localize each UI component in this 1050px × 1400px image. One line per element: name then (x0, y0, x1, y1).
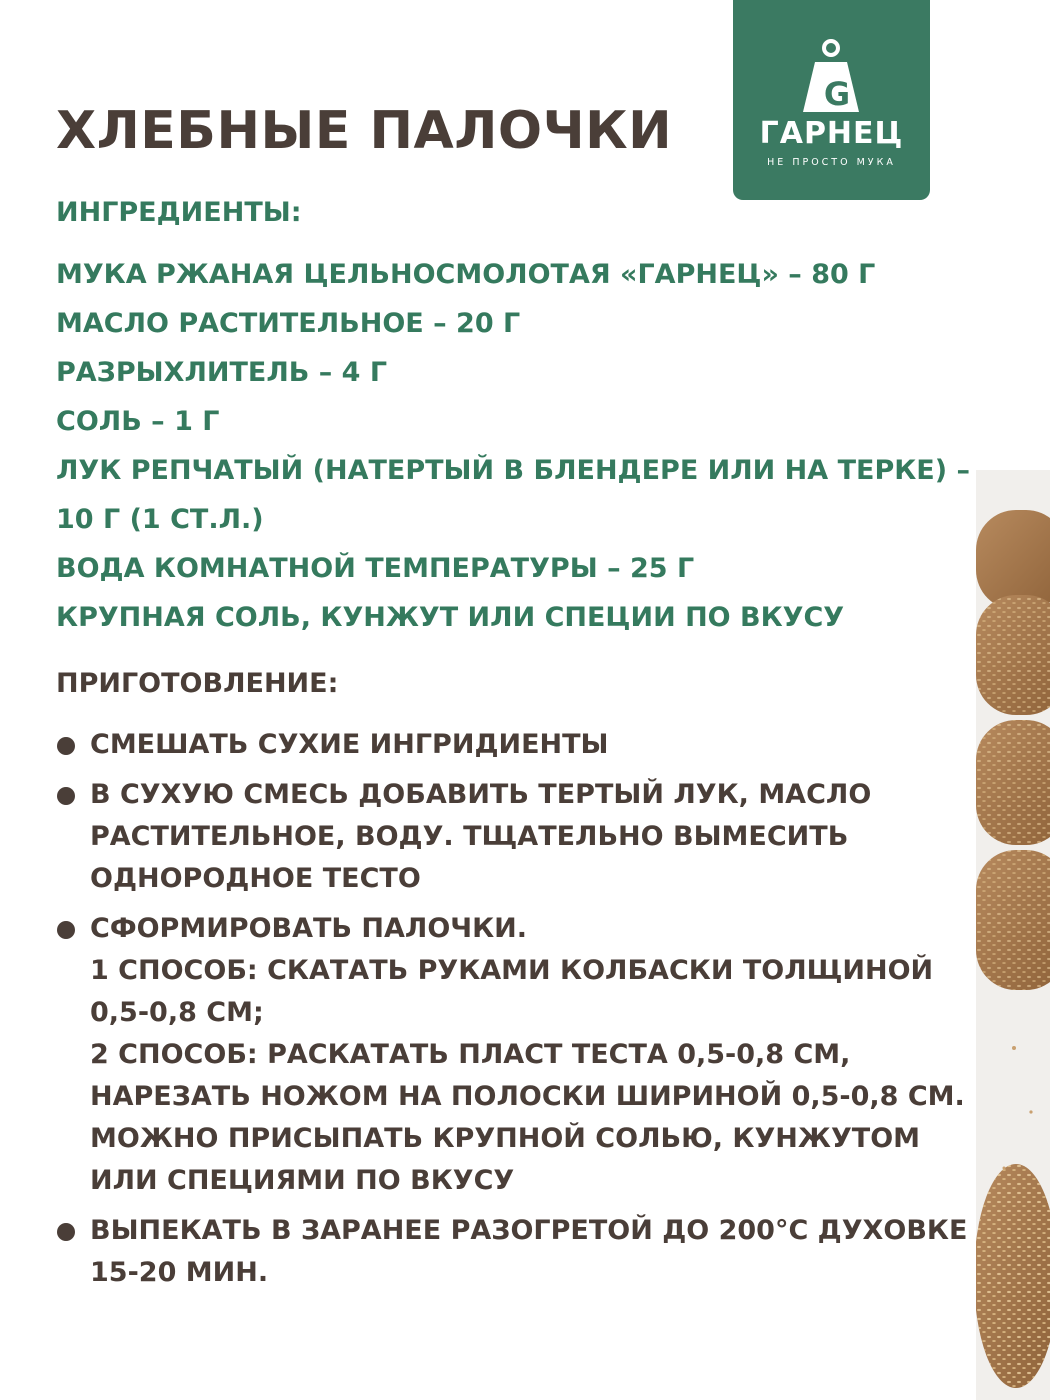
step-line: СФОРМИРОВАТЬ ПАЛОЧКИ. (90, 913, 528, 944)
ingredient-item: СОЛЬ – 1 Г (56, 406, 220, 437)
step-line: МОЖНО ПРИСЫПАТЬ КРУПНОЙ СОЛЬЮ, КУНЖУТОМ (90, 1123, 921, 1154)
step-line: 0,5-0,8 СМ; (90, 997, 264, 1028)
ingredient-item: МУКА РЖАНАЯ ЦЕЛЬНОСМОЛОТАЯ «ГАРНЕЦ» – 80 Г (56, 259, 876, 290)
ingredient-item: МАСЛО РАСТИТЕЛЬНОЕ – 20 Г (56, 308, 521, 339)
step-item (56, 908, 965, 1202)
step-line: 2 СПОСОБ: РАСКАТАТЬ ПЛАСТ ТЕСТА 0,5-0,8 СМ, (90, 1039, 851, 1070)
ingredient-item: ВОДА КОМНАТНОЙ ТЕМПЕРАТУРЫ – 25 Г (56, 553, 695, 584)
bullet-icon (57, 787, 75, 805)
bullet-icon (57, 737, 75, 755)
bullet-icon (57, 921, 75, 939)
page-title: ХЛЕБНЫЕ ПАЛОЧКИ (56, 101, 673, 161)
ingredients-list (56, 250, 970, 642)
breadsticks-photo (976, 470, 1050, 1400)
preparation-steps (56, 724, 968, 1302)
preparation-heading: ПРИГОТОВЛЕНИЕ: (56, 668, 339, 699)
logo-brand-name: ГАРНЕЦ (759, 116, 904, 151)
step-item (56, 1210, 968, 1294)
step-item (56, 774, 956, 900)
step-item (56, 724, 956, 766)
logo-slogan: НЕ ПРОСТО МУКА (767, 157, 896, 168)
ingredient-item: 10 Г (1 СТ.Л.) (56, 504, 264, 535)
step-line: НАРЕЗАТЬ НОЖОМ НА ПОЛОСКИ ШИРИНОЙ 0,5-0,8 СМ. (90, 1081, 965, 1112)
logo-mark-letter: G (823, 75, 851, 113)
weight-icon (801, 38, 861, 116)
brand-logo (733, 0, 930, 200)
step-line: В СУХУЮ СМЕСЬ ДОБАВИТЬ ТЕРТЫЙ ЛУК, МАСЛО (90, 779, 872, 810)
ingredients-heading: ИНГРЕДИЕНТЫ: (56, 197, 302, 228)
ingredient-item: РАЗРЫХЛИТЕЛЬ – 4 Г (56, 357, 388, 388)
step-line: ИЛИ СПЕЦИЯМИ ПО ВКУСУ (90, 1165, 515, 1196)
step-line: ВЫПЕКАТЬ В ЗАРАНЕЕ РАЗОГРЕТОЙ ДО 200°С ДУХОВКЕ (90, 1215, 968, 1246)
step-line: 15-20 МИН. (90, 1257, 269, 1288)
ingredient-item: ЛУК РЕПЧАТЫЙ (НАТЕРТЫЙ В БЛЕНДЕРЕ ИЛИ НА ТЕРКЕ) – (56, 455, 970, 486)
step-line: РАСТИТЕЛЬНОЕ, ВОДУ. ТЩАТЕЛЬНО ВЫМЕСИТЬ (90, 821, 849, 852)
bullet-icon (57, 1223, 75, 1241)
step-line: 1 СПОСОБ: СКАТАТЬ РУКАМИ КОЛБАСКИ ТОЛЩИНОЙ (90, 955, 934, 986)
step-line: ОДНОРОДНОЕ ТЕСТО (90, 863, 421, 894)
ingredient-item: КРУПНАЯ СОЛЬ, КУНЖУТ ИЛИ СПЕЦИИ ПО ВКУСУ (56, 602, 845, 633)
step-line: СМЕШАТЬ СУХИЕ ИНГРИДИЕНТЫ (90, 729, 609, 760)
